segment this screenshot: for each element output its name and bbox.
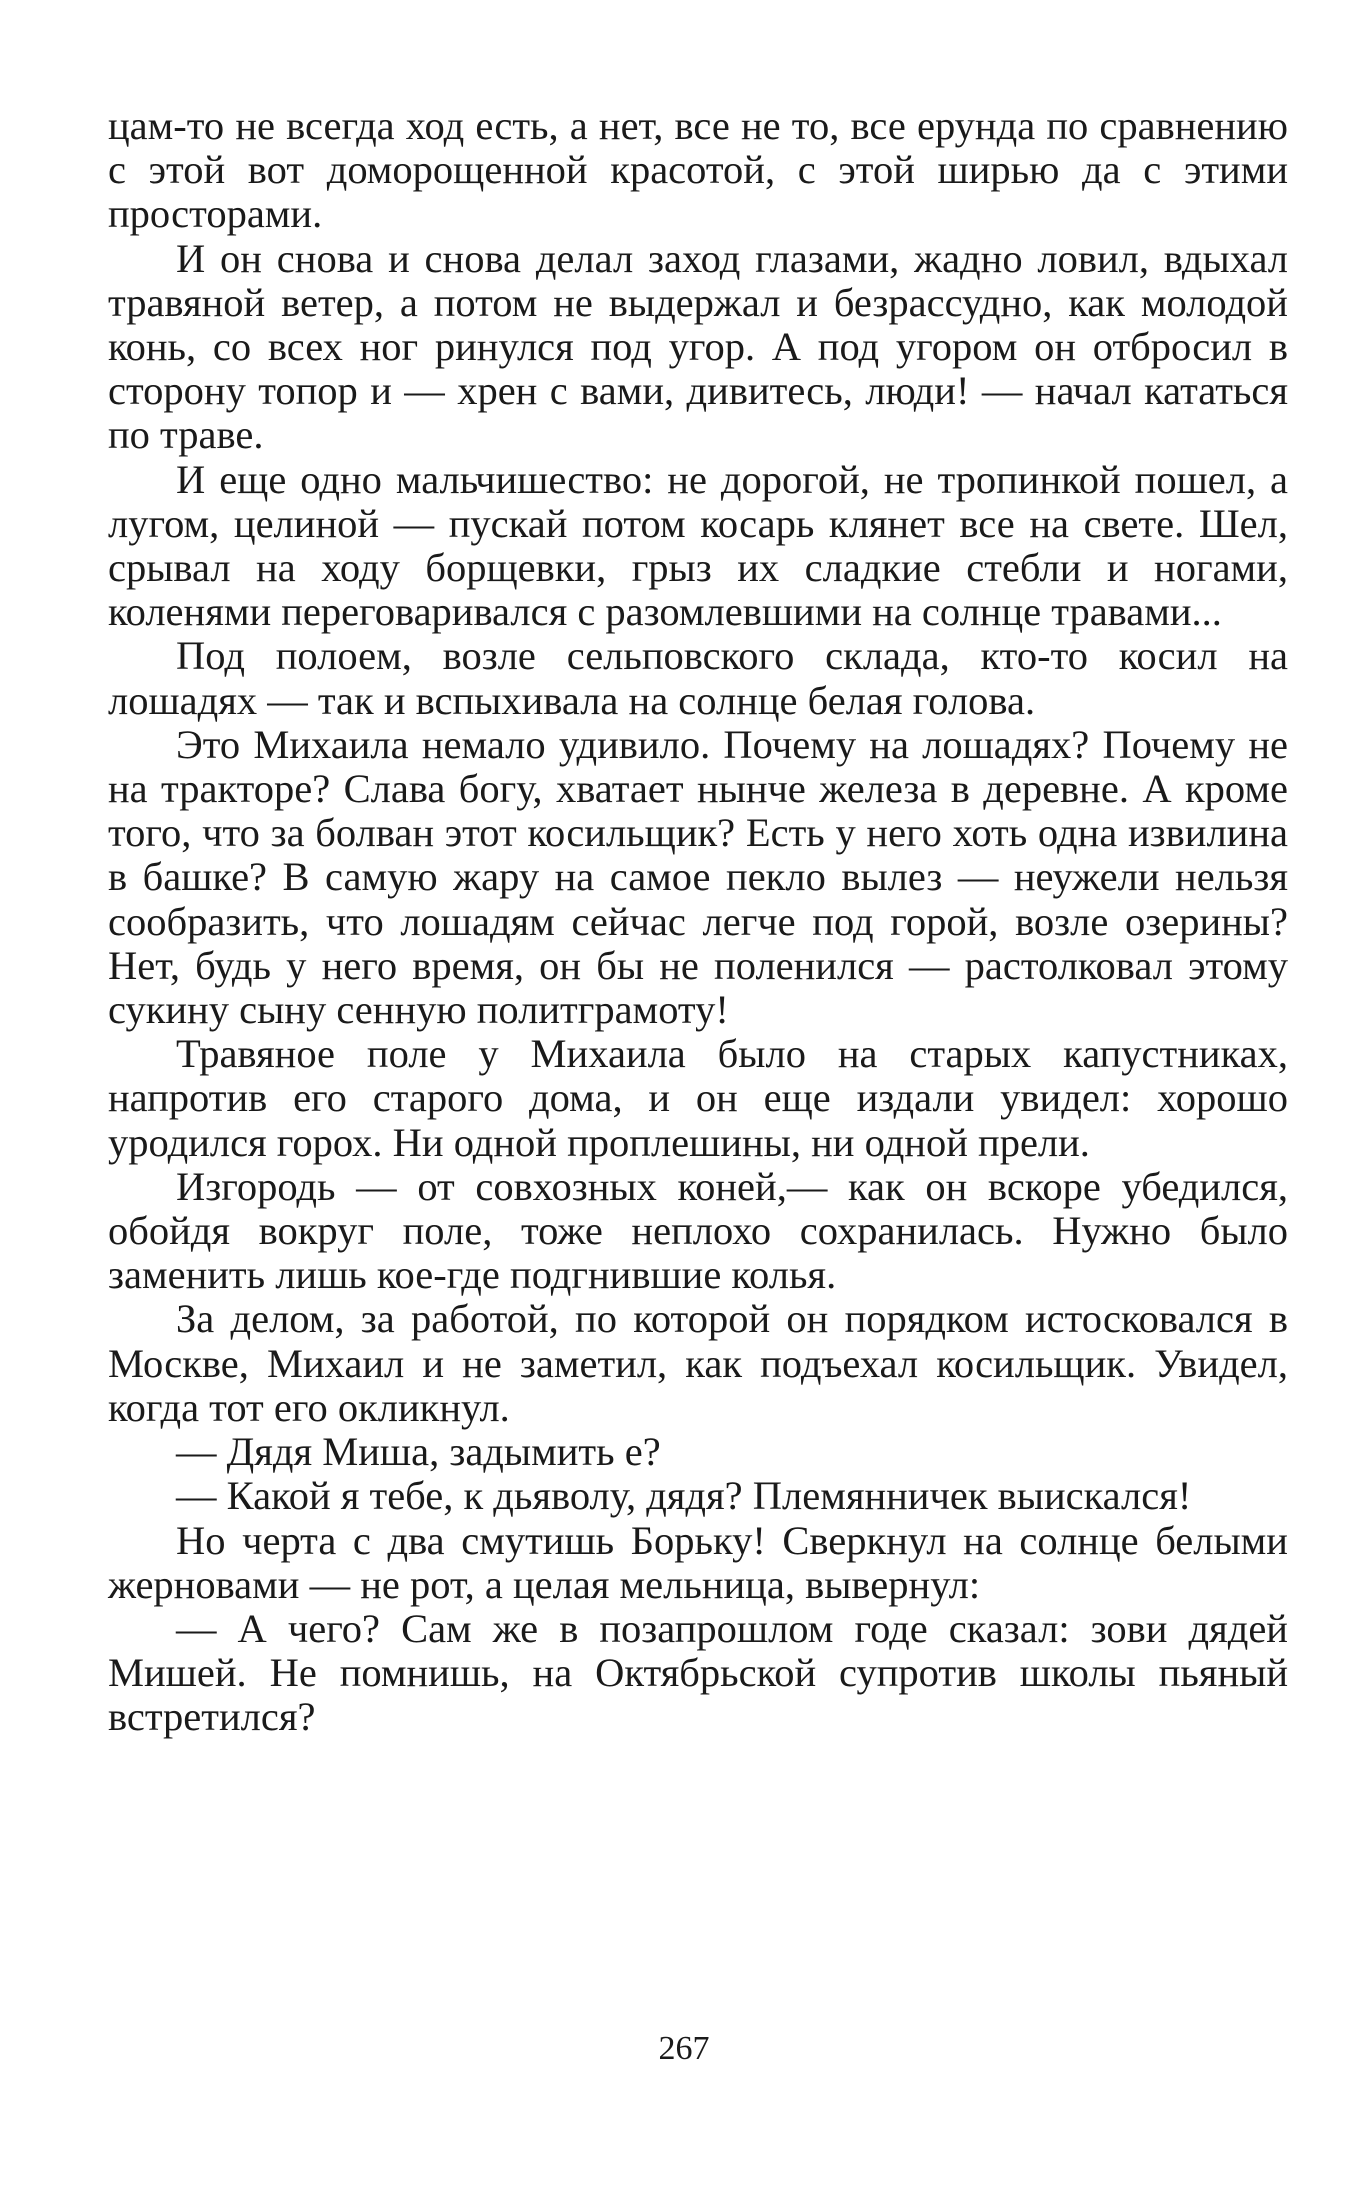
paragraph: Но черта с два смутишь Борьку! Сверкнул на солнце белыми жерновами — не рот, а целая мельница, вывернул: (108, 1517, 1288, 1607)
dialogue-line: — Какой я тебе, к дьяволу, дядя? Племянничек выискался! (176, 1473, 1192, 1519)
dialogue-line: — Дядя Миша, задымить е? (176, 1429, 661, 1475)
paragraph: Травяное поле у Михаила было на старых капустниках, напротив его старого дома, и он еще издали увидел: хорошо уродился горох. Ни одной проплешины, ни одной прели. (108, 1031, 1288, 1165)
paragraph-continuation: цам-то не всегда ход есть, а нет, все не то, все ерунда по сравнению с этой вот доморощенной красотой, с этой ширью да с этими просторами. (108, 103, 1288, 237)
page-body-text (108, 104, 1288, 1740)
paragraph: Изгородь — от совхозных коней,— как он вскоре убедился, обойдя вокруг поле, тоже неплохо сохранилась. Нужно было заменить лишь кое-где подгнившие колья. (108, 1163, 1288, 1298)
paragraph: За делом, за работой, по которой он порядком истосковался в Москве, Михаил и не заметил, как подъехал косильщик. Увидел, когда тот его окликнул. (108, 1296, 1288, 1430)
paragraph: Это Михаила немало удивило. Почему на лошадях? Почему не на тракторе? Слава богу, хватает нынче железа в деревне. А кроме того, что за болван этот косильщик? Есть у него хоть одна извилина в башке? В самую жару на самое пекло вылез — неужели нельзя сообразить, что лошадям сейчас легче под горой, возле озерины? Нет, будь у него время, он бы не поленился — растолковал этому сукину сыну сенную политграмоту! (108, 721, 1288, 1033)
paragraph: И он снова и снова делал заход глазами, жадно ловил, вдыхал травяной ветер, а потом не выдержал и безрассудно, как молодой конь, со всех ног ринулся под угор. А под угором он отбросил в сторону топор и — хрен с вами, дивитесь, люди! — начал кататься по траве. (108, 235, 1288, 458)
dialogue-line: — А чего? Сам же в позапрошлом годе сказал: зови дядей Мишей. Не помнишь, на Октябрьской супротив школы пьяный встретился? (108, 1605, 1288, 1740)
paragraph: Под полоем, возле сельповского склада, кто-то косил на лошадях — так и вспыхивала на солнце белая голова. (108, 633, 1288, 723)
paragraph: И еще одно мальчишество: не дорогой, не тропинкой пошел, а лугом, целиной — пускай потом косарь клянет все на свете. Шел, срывал на ходу борщевки, грыз их сладкие стебли и ногами, коленями переговаривался с разомлевшими на солнце травами... (108, 456, 1288, 635)
page-number: 267 (658, 2030, 710, 2067)
